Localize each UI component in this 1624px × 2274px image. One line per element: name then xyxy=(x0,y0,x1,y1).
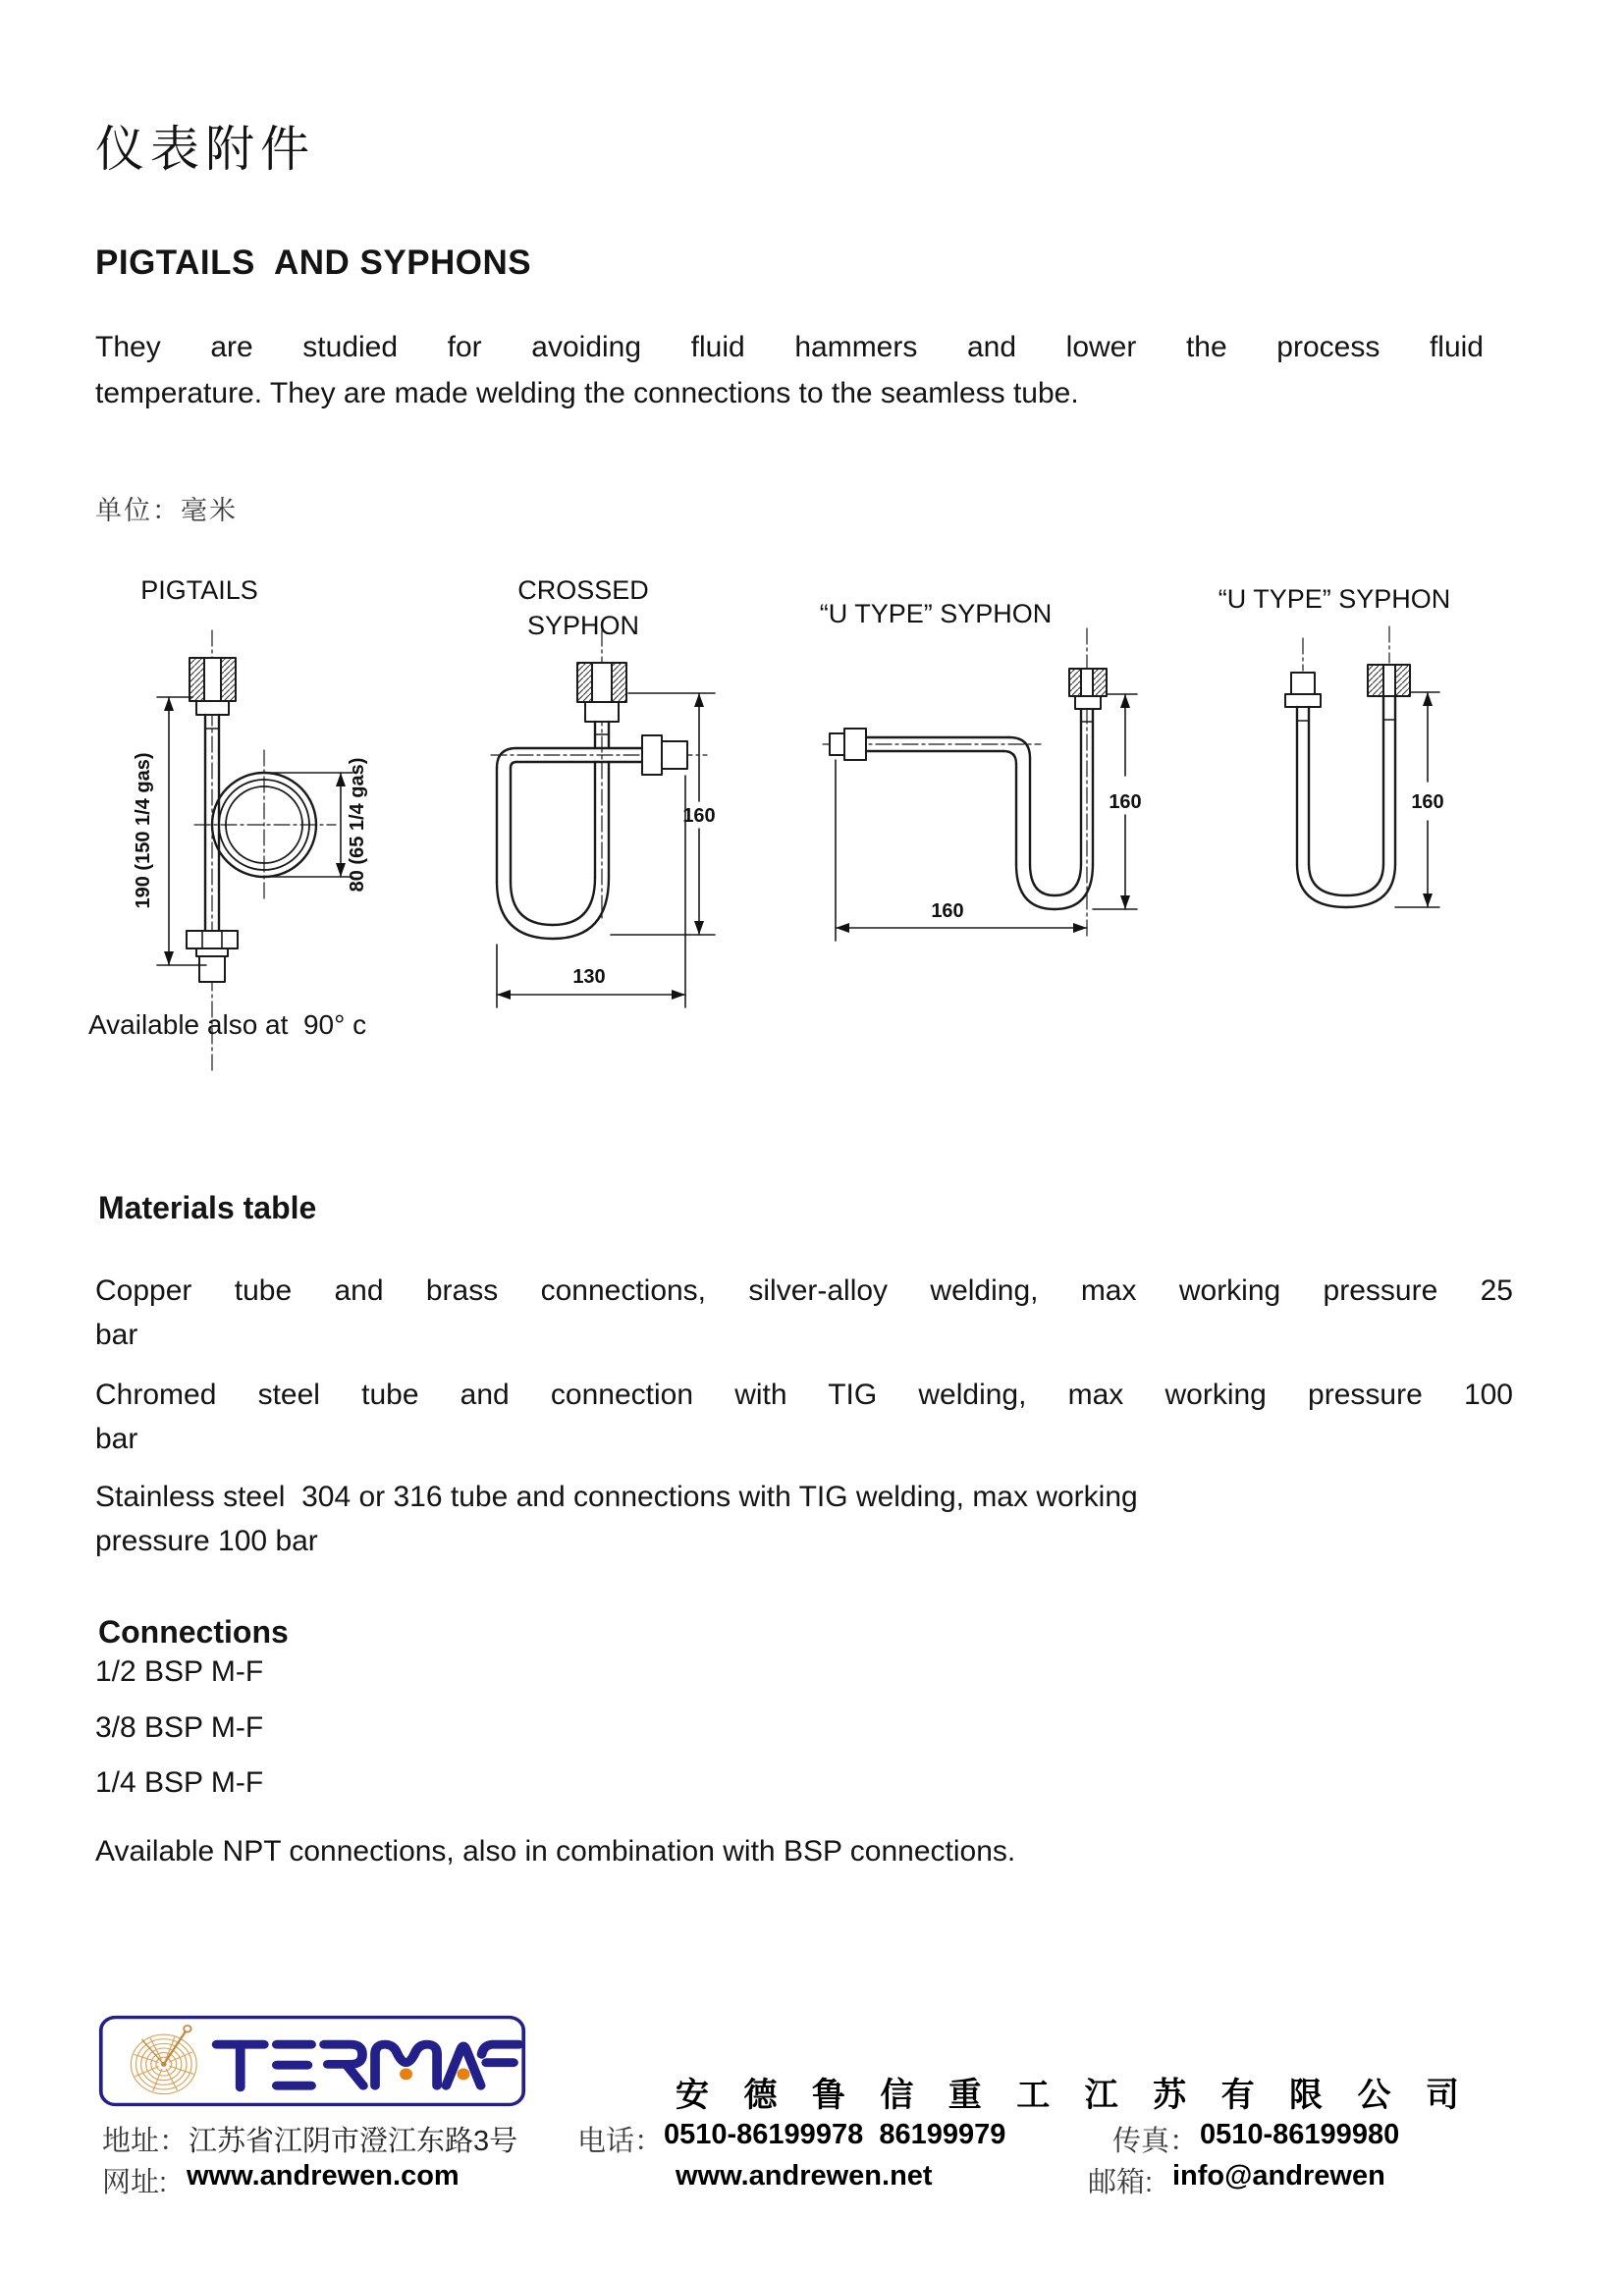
materials-item-3-line1: Stainless steel 304 or 316 tube and connections with TIG welding, max working xyxy=(95,1481,1138,1513)
website-label: 网址: xyxy=(102,2167,168,2198)
diagram-label-crossed-line2: SYPHON xyxy=(526,611,640,640)
intro-line-1: They are studied for avoiding fluid hammers and lower the process fluid xyxy=(95,331,1484,363)
diagram-label-pigtails: PIGTAILS xyxy=(140,575,258,605)
crossed-width-dimension: 130 xyxy=(572,966,606,988)
materials-item-1-line2: bar xyxy=(95,1319,138,1351)
pigtail-coil-dimension: 80 (65 1/4 gas) xyxy=(347,757,368,893)
logo-dot-1 xyxy=(400,2069,412,2081)
npt-note: Available NPT connections, also in combination with BSP connections. xyxy=(95,1835,1016,1868)
drawing-crossed-syphon xyxy=(491,630,716,1007)
intro-line-2: temperature. They are made welding the connections to the seamless tube. xyxy=(95,377,1079,409)
termaf-logo xyxy=(98,2015,526,2107)
connection-item-2: 3/8 BSP M-F xyxy=(95,1711,264,1744)
email-value: info@andrewen xyxy=(1172,2160,1385,2192)
email-label: 邮箱: xyxy=(1088,2167,1154,2198)
drawing-utype-syphon-2 xyxy=(1285,626,1444,907)
address-value: 江苏省江阴市澄江东路3号 xyxy=(189,2126,518,2157)
fax-label: 传真： xyxy=(1112,2126,1199,2157)
materials-item-3-line2: pressure 100 bar xyxy=(95,1525,318,1557)
address-label: 地址： xyxy=(102,2126,189,2157)
materials-item-1-line1: Copper tube and brass connections, silver-alloy welding, max working pressure 25 xyxy=(95,1274,1513,1307)
materials-item-2-line2: bar xyxy=(95,1423,138,1455)
materials-heading: Materials table xyxy=(98,1190,317,1225)
materials-item-2-line1: Chromed steel tube and connection with TIG welding, max working pressure 100 xyxy=(95,1379,1513,1411)
phone-value: 0510-86199978 86199979 xyxy=(664,2119,1006,2150)
logo-dot-2 xyxy=(457,2069,469,2081)
connections-heading: Connections xyxy=(98,1614,289,1650)
utype1-height-dimension: 160 xyxy=(1109,791,1142,813)
utype1-width-dimension: 160 xyxy=(931,900,964,922)
website-value-1: www.andrewen.com xyxy=(187,2160,460,2192)
section-heading: PIGTAILS AND SYPHONS xyxy=(95,244,532,282)
footer-row-1 xyxy=(0,2119,1624,2158)
diagram-label-crossed-line1: CROSSED xyxy=(517,575,649,605)
phone-label: 电话： xyxy=(577,2126,664,2157)
website-value-2: www.andrewen.net xyxy=(676,2160,933,2192)
company-name: 安 德 鲁 信 重 工 江 苏 有 限 公 司 xyxy=(676,2077,1472,2114)
footer-row-2 xyxy=(0,2160,1624,2199)
diagram-label-utype2: “U TYPE” SYPHON xyxy=(1218,584,1451,614)
drawing-utype-syphon-1 xyxy=(823,628,1142,941)
crossed-height-dimension: 160 xyxy=(682,805,716,827)
page-title: 仪表附件 xyxy=(95,122,315,177)
unit-note: 单位：毫米 xyxy=(95,496,238,525)
diagram-label-utype1: “U TYPE” SYPHON xyxy=(819,599,1053,628)
fax-value: 0510-86199980 xyxy=(1200,2119,1400,2150)
connection-item-3: 1/4 BSP M-F xyxy=(95,1766,264,1799)
available-note: Available also at 90° c xyxy=(88,1009,367,1040)
pigtail-height-dimension: 190 (150 1/4 gas) xyxy=(133,752,154,909)
connection-item-1: 1/2 BSP M-F xyxy=(95,1655,264,1688)
drawing-pigtail xyxy=(133,630,368,1070)
utype2-height-dimension: 160 xyxy=(1411,791,1444,813)
